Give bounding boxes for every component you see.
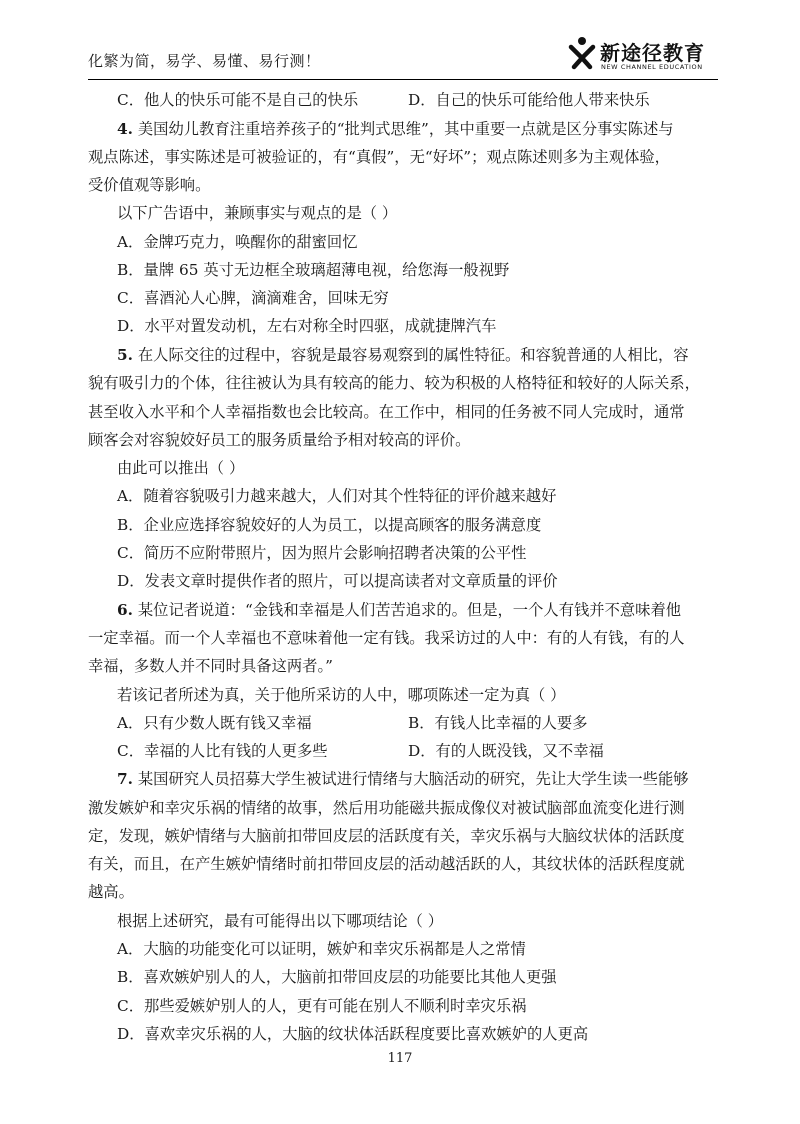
q5-option-d: D．发表文章时提供作者的照片，可以提高读者对文章质量的评价 (117, 572, 558, 590)
q7-option-d: D．喜欢幸灾乐祸的人，大脑的纹状体活跃程度要比喜欢嫉妒的人更高 (117, 1025, 589, 1043)
q6-option-b: B．有钱人比幸福的人要多 (408, 714, 588, 732)
header-slogan: 化繁为简，易学、易懂、易行测！ (88, 52, 321, 70)
q7-number: 7. (117, 770, 133, 788)
q5-option-c: C．简历不应附带照片，因为照片会影响招聘者决策的公平性 (117, 544, 527, 562)
q5-question: 由此可以推出（ ） (117, 459, 245, 477)
q7-option-b: B．喜欢嫉妒别人的人，大脑前扣带回皮层的功能要比其他人更强 (117, 968, 557, 986)
q6-option-d: D．有的人既没钱，又不幸福 (408, 742, 604, 760)
page-header (88, 36, 718, 78)
q4-stem-line: 受价值观等影响。 (88, 176, 211, 194)
q5-number: 5. (117, 346, 133, 364)
brand-logo (568, 36, 718, 76)
q5-stem-line: 貌有吸引力的个体，往往被认为具有较高的能力、较为积极的人格特征和较好的人际关系， (88, 374, 700, 392)
q4-option-a: A．金牌巧克力，唤醒你的甜蜜回忆 (117, 233, 358, 251)
q7-question: 根据上述研究，最有可能得出以下哪项结论（ ） (117, 912, 444, 930)
q3-option-c: C．他人的快乐可能不是自己的快乐 (117, 91, 359, 109)
q7-stem-line: 某国研究人员招募大学生被试进行情绪与大脑活动的研究，先让大学生读一些能够 (137, 770, 689, 788)
q4-option-b: B．量牌 65 英寸无边框全玻璃超薄电视，给您海一般视野 (117, 261, 510, 279)
q7-stem-line: 激发嫉妒和幸灾乐祸的情绪的故事，然后用功能磁共振成像仪对被试脑部血流变化进行测 (88, 799, 685, 817)
q3-option-d: D．自己的快乐可能给他人带来快乐 (408, 91, 650, 109)
q7-stem-line: 有关，而且，在产生嫉妒情绪时前扣带回皮层的活动越活跃的人，其纹状体的活跃程度就 (88, 855, 685, 873)
q6-option-c: C．幸福的人比有钱的人更多些 (117, 742, 328, 760)
page-number: 117 (387, 1051, 413, 1066)
q7-option-a: A．大脑的功能变化可以证明，嫉妒和幸灾乐祸都是人之常情 (117, 940, 526, 958)
q4-stem-line: 观点陈述，事实陈述是可被验证的，有“真假”，无“好坏”；观点陈述则多为主观体验， (88, 148, 670, 166)
logo-mark-icon (568, 36, 596, 70)
q5-stem-line: 在人际交往的过程中，容貌是最容易观察到的属性特征。和容貌普通的人相比，容 (137, 346, 689, 364)
q6-option-a: A．只有少数人既有钱又幸福 (117, 714, 312, 732)
q7-first-line (117, 769, 689, 789)
logo-name-cn: 新途径教育 (600, 41, 705, 65)
q7-stem-line: 越高。 (88, 883, 134, 901)
q4-first-line (117, 119, 674, 139)
q5-stem-line: 甚至收入水平和个人幸福指数也会比较高。在工作中，相同的任务被不同人完成时，通常 (88, 403, 685, 421)
q4-stem-line: 美国幼儿教育注重培养孩子的“批判式思维”，其中重要一点就是区分事实陈述与 (137, 120, 674, 138)
logo-name-en: NEW CHANNEL EDUCATION (601, 63, 703, 71)
q7-stem-line: 定，发现，嫉妒情绪与大脑前扣带回皮层的活跃度有关，幸灾乐祸与大脑纹状体的活跃度 (88, 827, 685, 845)
q6-stem-line: 一定幸福。而一个人幸福也不意味着他一定有钱。我采访过的人中：有的人有钱，有的人 (88, 629, 685, 647)
q6-question: 若该记者所述为真，关于他所采访的人中，哪项陈述一定为真（ ） (117, 686, 566, 704)
q5-stem-line: 顾客会对容貌姣好员工的服务质量给予相对较高的评价。 (88, 431, 471, 449)
q6-stem-line: 幸福，多数人并不同时具备这两者。” (88, 657, 333, 675)
q6-first-line (117, 600, 681, 620)
q6-stem-line: 某位记者说道：“金钱和幸福是人们苦苦追求的。但是，一个人有钱并不意味着他 (137, 601, 682, 619)
q7-option-c: C．那些爱嫉妒别人的人，更有可能在别人不顺利时幸灾乐祸 (117, 997, 527, 1015)
q5-option-b: B．企业应选择容貌姣好的人为员工，以提高顾客的服务满意度 (117, 516, 542, 534)
q4-option-d: D．水平对置发动机，左右对称全时四驱，成就捷牌汽车 (117, 317, 497, 335)
q4-option-c: C．喜酒沁人心脾，滴滴难舍，回味无穷 (117, 289, 389, 307)
q5-option-a: A．随着容貌吸引力越来越大，人们对其个性特征的评价越来越好 (117, 487, 557, 505)
q5-first-line (117, 345, 689, 365)
q4-question: 以下广告语中，兼顾事实与观点的是（ ） (117, 204, 398, 222)
header-rule (88, 79, 718, 80)
q4-number: 4. (117, 120, 133, 138)
q6-number: 6. (117, 601, 133, 619)
